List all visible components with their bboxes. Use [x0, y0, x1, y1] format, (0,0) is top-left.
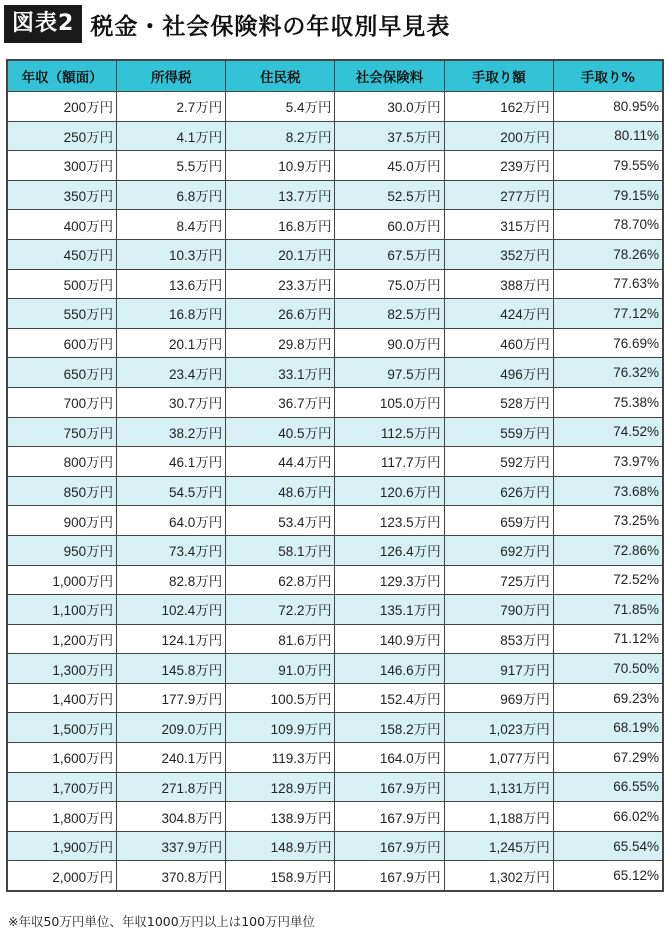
cell-income-tax: 30.7万円 [117, 387, 226, 417]
cell-income: 350万円 [8, 180, 117, 210]
cell-social-insurance: 129.3万円 [335, 565, 444, 595]
cell-social-insurance: 105.0万円 [335, 387, 444, 417]
cell-income: 700万円 [8, 387, 117, 417]
tax-table-container [6, 59, 664, 892]
cell-take-home-percent: 73.25% [553, 506, 662, 536]
cell-resident-tax: 29.8万円 [226, 328, 335, 358]
cell-resident-tax: 128.9万円 [226, 772, 335, 802]
cell-income: 950万円 [8, 535, 117, 565]
cell-resident-tax: 62.8万円 [226, 565, 335, 595]
cell-take-home: 388万円 [444, 269, 553, 299]
cell-income: 1,300万円 [8, 654, 117, 684]
cell-income-tax: 23.4万円 [117, 358, 226, 388]
cell-take-home: 424万円 [444, 299, 553, 329]
table-row [8, 239, 663, 269]
cell-take-home-percent: 65.12% [553, 861, 662, 891]
cell-take-home-percent: 68.19% [553, 713, 662, 743]
cell-take-home-percent: 77.63% [553, 269, 662, 299]
table-row [8, 565, 663, 595]
cell-social-insurance: 167.9万円 [335, 861, 444, 891]
cell-take-home-percent: 67.29% [553, 743, 662, 773]
cell-resident-tax: 20.1万円 [226, 239, 335, 269]
cell-income-tax: 124.1万円 [117, 624, 226, 654]
cell-social-insurance: 123.5万円 [335, 506, 444, 536]
cell-income-tax: 16.8万円 [117, 299, 226, 329]
cell-income-tax: 6.8万円 [117, 180, 226, 210]
cell-income: 2,000万円 [8, 861, 117, 891]
cell-income-tax: 370.8万円 [117, 861, 226, 891]
table-row [8, 328, 663, 358]
cell-resident-tax: 23.3万円 [226, 269, 335, 299]
title-row [4, 4, 450, 44]
table-row [8, 358, 663, 388]
cell-resident-tax: 148.9万円 [226, 831, 335, 861]
column-header-social-insurance: 社会保険料 [335, 61, 444, 92]
cell-income: 250万円 [8, 121, 117, 151]
table-row [8, 535, 663, 565]
cell-take-home-percent: 78.26% [553, 239, 662, 269]
table-row [8, 447, 663, 477]
table-row [8, 151, 663, 181]
table-row [8, 624, 663, 654]
cell-income: 500万円 [8, 269, 117, 299]
cell-resident-tax: 36.7万円 [226, 387, 335, 417]
cell-take-home: 626万円 [444, 476, 553, 506]
cell-take-home: 315万円 [444, 210, 553, 240]
cell-income-tax: 145.8万円 [117, 654, 226, 684]
cell-social-insurance: 158.2万円 [335, 713, 444, 743]
cell-take-home: 277万円 [444, 180, 553, 210]
table-row [8, 269, 663, 299]
cell-income-tax: 177.9万円 [117, 683, 226, 713]
cell-social-insurance: 146.6万円 [335, 654, 444, 684]
cell-take-home: 969万円 [444, 683, 553, 713]
cell-income: 1,600万円 [8, 743, 117, 773]
cell-take-home-percent: 79.15% [553, 180, 662, 210]
cell-income: 1,000万円 [8, 565, 117, 595]
table-row [8, 861, 663, 891]
table-row [8, 772, 663, 802]
cell-social-insurance: 37.5万円 [335, 121, 444, 151]
cell-take-home: 853万円 [444, 624, 553, 654]
cell-resident-tax: 72.2万円 [226, 595, 335, 625]
cell-take-home: 239万円 [444, 151, 553, 181]
column-header-take-home-percent: 手取り% [553, 61, 662, 92]
cell-income: 200万円 [8, 92, 117, 122]
cell-social-insurance: 82.5万円 [335, 299, 444, 329]
cell-social-insurance: 60.0万円 [335, 210, 444, 240]
table-row [8, 387, 663, 417]
cell-income-tax: 337.9万円 [117, 831, 226, 861]
cell-income: 800万円 [8, 447, 117, 477]
cell-social-insurance: 112.5万円 [335, 417, 444, 447]
cell-income-tax: 38.2万円 [117, 417, 226, 447]
table-row [8, 417, 663, 447]
column-header-resident-tax: 住民税 [226, 61, 335, 92]
cell-take-home: 917万円 [444, 654, 553, 684]
cell-income-tax: 73.4万円 [117, 535, 226, 565]
cell-income: 1,400万円 [8, 683, 117, 713]
cell-social-insurance: 164.0万円 [335, 743, 444, 773]
cell-income: 550万円 [8, 299, 117, 329]
cell-income-tax: 209.0万円 [117, 713, 226, 743]
table-row [8, 595, 663, 625]
cell-take-home: 1,245万円 [444, 831, 553, 861]
cell-social-insurance: 67.5万円 [335, 239, 444, 269]
cell-income-tax: 64.0万円 [117, 506, 226, 536]
cell-income: 650万円 [8, 358, 117, 388]
cell-take-home-percent: 72.86% [553, 535, 662, 565]
cell-income-tax: 13.6万円 [117, 269, 226, 299]
cell-income: 850万円 [8, 476, 117, 506]
cell-income: 1,800万円 [8, 802, 117, 832]
cell-income: 1,700万円 [8, 772, 117, 802]
cell-take-home-percent: 65.54% [553, 831, 662, 861]
table-row [8, 476, 663, 506]
cell-take-home-percent: 80.95% [553, 92, 662, 122]
cell-take-home: 162万円 [444, 92, 553, 122]
cell-take-home-percent: 74.52% [553, 417, 662, 447]
cell-resident-tax: 91.0万円 [226, 654, 335, 684]
table-row [8, 713, 663, 743]
cell-resident-tax: 26.6万円 [226, 299, 335, 329]
cell-social-insurance: 167.9万円 [335, 831, 444, 861]
cell-resident-tax: 100.5万円 [226, 683, 335, 713]
cell-take-home: 790万円 [444, 595, 553, 625]
cell-take-home-percent: 71.12% [553, 624, 662, 654]
cell-income: 900万円 [8, 506, 117, 536]
cell-take-home: 1,023万円 [444, 713, 553, 743]
cell-take-home: 592万円 [444, 447, 553, 477]
cell-income: 1,200万円 [8, 624, 117, 654]
cell-resident-tax: 138.9万円 [226, 802, 335, 832]
table-row [8, 683, 663, 713]
page-title: 税金・社会保険料の年収別早見表 [90, 13, 451, 40]
cell-resident-tax: 48.6万円 [226, 476, 335, 506]
table-row [8, 506, 663, 536]
cell-income-tax: 10.3万円 [117, 239, 226, 269]
cell-take-home-percent: 73.68% [553, 476, 662, 506]
cell-take-home-percent: 71.85% [553, 595, 662, 625]
table-row [8, 210, 663, 240]
cell-resident-tax: 158.9万円 [226, 861, 335, 891]
cell-take-home-percent: 69.23% [553, 683, 662, 713]
cell-social-insurance: 167.9万円 [335, 802, 444, 832]
table-row [8, 743, 663, 773]
cell-resident-tax: 109.9万円 [226, 713, 335, 743]
cell-social-insurance: 30.0万円 [335, 92, 444, 122]
cell-take-home: 1,188万円 [444, 802, 553, 832]
cell-social-insurance: 120.6万円 [335, 476, 444, 506]
figure-badge: 図表2 [4, 5, 82, 43]
cell-income-tax: 54.5万円 [117, 476, 226, 506]
cell-income-tax: 8.4万円 [117, 210, 226, 240]
column-header-income: 年収（額面） [8, 61, 117, 92]
cell-resident-tax: 58.1万円 [226, 535, 335, 565]
cell-take-home-percent: 75.38% [553, 387, 662, 417]
cell-income-tax: 102.4万円 [117, 595, 226, 625]
cell-resident-tax: 16.8万円 [226, 210, 335, 240]
cell-income-tax: 271.8万円 [117, 772, 226, 802]
cell-take-home: 1,302万円 [444, 861, 553, 891]
cell-resident-tax: 5.4万円 [226, 92, 335, 122]
cell-take-home: 200万円 [444, 121, 553, 151]
cell-social-insurance: 167.9万円 [335, 772, 444, 802]
cell-social-insurance: 126.4万円 [335, 535, 444, 565]
cell-resident-tax: 10.9万円 [226, 151, 335, 181]
table-row [8, 299, 663, 329]
cell-resident-tax: 8.2万円 [226, 121, 335, 151]
cell-take-home-percent: 80.11% [553, 121, 662, 151]
cell-take-home-percent: 66.02% [553, 802, 662, 832]
cell-take-home-percent: 77.12% [553, 299, 662, 329]
cell-income-tax: 82.8万円 [117, 565, 226, 595]
cell-social-insurance: 152.4万円 [335, 683, 444, 713]
cell-take-home: 1,131万円 [444, 772, 553, 802]
table-row [8, 180, 663, 210]
cell-take-home-percent: 78.70% [553, 210, 662, 240]
cell-income: 1,900万円 [8, 831, 117, 861]
cell-take-home: 460万円 [444, 328, 553, 358]
cell-social-insurance: 140.9万円 [335, 624, 444, 654]
cell-take-home-percent: 73.97% [553, 447, 662, 477]
cell-income: 600万円 [8, 328, 117, 358]
cell-income: 300万円 [8, 151, 117, 181]
cell-income-tax: 5.5万円 [117, 151, 226, 181]
cell-social-insurance: 97.5万円 [335, 358, 444, 388]
cell-income-tax: 46.1万円 [117, 447, 226, 477]
column-header-income-tax: 所得税 [117, 61, 226, 92]
cell-social-insurance: 45.0万円 [335, 151, 444, 181]
cell-resident-tax: 13.7万円 [226, 180, 335, 210]
cell-take-home-percent: 79.55% [553, 151, 662, 181]
tax-table [7, 60, 663, 891]
cell-social-insurance: 90.0万円 [335, 328, 444, 358]
table-row [8, 802, 663, 832]
cell-income-tax: 240.1万円 [117, 743, 226, 773]
table-row [8, 831, 663, 861]
table-body [8, 92, 663, 891]
cell-take-home: 352万円 [444, 239, 553, 269]
cell-take-home: 725万円 [444, 565, 553, 595]
cell-take-home: 1,077万円 [444, 743, 553, 773]
cell-take-home-percent: 70.50% [553, 654, 662, 684]
table-row [8, 654, 663, 684]
cell-resident-tax: 40.5万円 [226, 417, 335, 447]
cell-take-home: 659万円 [444, 506, 553, 536]
cell-take-home-percent: 66.55% [553, 772, 662, 802]
cell-income-tax: 304.8万円 [117, 802, 226, 832]
table-row [8, 92, 663, 122]
cell-social-insurance: 135.1万円 [335, 595, 444, 625]
cell-income: 750万円 [8, 417, 117, 447]
cell-resident-tax: 81.6万円 [226, 624, 335, 654]
cell-resident-tax: 119.3万円 [226, 743, 335, 773]
table-header-row [8, 61, 663, 92]
cell-income-tax: 4.1万円 [117, 121, 226, 151]
footnote: ※年収50万円単位、年収1000万円以上は100万円単位 [8, 914, 316, 929]
cell-social-insurance: 52.5万円 [335, 180, 444, 210]
cell-income-tax: 20.1万円 [117, 328, 226, 358]
table-row [8, 121, 663, 151]
cell-take-home: 559万円 [444, 417, 553, 447]
cell-resident-tax: 44.4万円 [226, 447, 335, 477]
cell-income: 1,100万円 [8, 595, 117, 625]
cell-income: 450万円 [8, 239, 117, 269]
cell-take-home-percent: 76.69% [553, 328, 662, 358]
cell-resident-tax: 33.1万円 [226, 358, 335, 388]
cell-take-home: 528万円 [444, 387, 553, 417]
cell-take-home: 496万円 [444, 358, 553, 388]
cell-income: 1,500万円 [8, 713, 117, 743]
cell-resident-tax: 53.4万円 [226, 506, 335, 536]
column-header-take-home: 手取り額 [444, 61, 553, 92]
cell-income-tax: 2.7万円 [117, 92, 226, 122]
cell-social-insurance: 75.0万円 [335, 269, 444, 299]
cell-take-home: 692万円 [444, 535, 553, 565]
cell-income: 400万円 [8, 210, 117, 240]
cell-take-home-percent: 72.52% [553, 565, 662, 595]
cell-social-insurance: 117.7万円 [335, 447, 444, 477]
cell-take-home-percent: 76.32% [553, 358, 662, 388]
